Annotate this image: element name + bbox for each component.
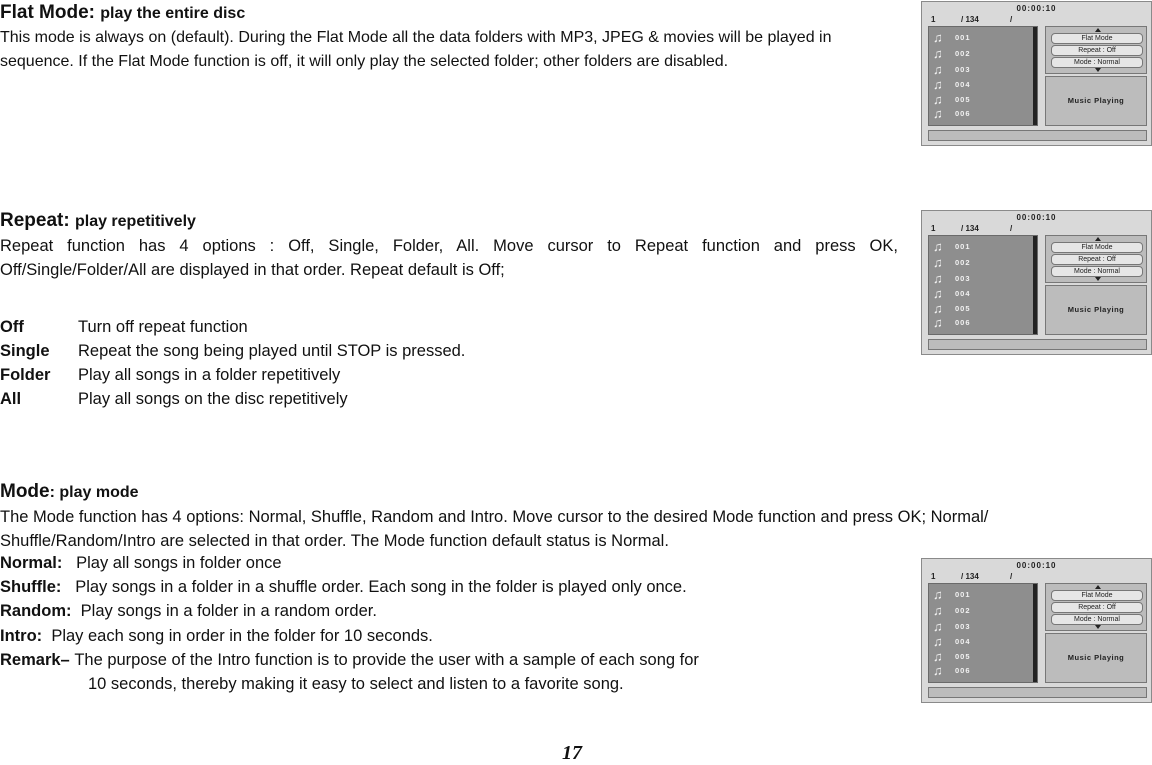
mode-remark-line-2: 10 seconds, thereby making it easy to select and listen to a favorite song. xyxy=(88,675,624,693)
music-note-icon: ♫ xyxy=(933,634,943,649)
arrow-up-icon[interactable] xyxy=(1095,28,1101,32)
track-list xyxy=(928,583,1038,683)
mode-option[interactable]: Mode : Normal xyxy=(1051,266,1143,277)
music-note-icon: ♫ xyxy=(933,77,943,92)
mode-title: Mode xyxy=(0,481,50,502)
list-item[interactable] xyxy=(931,619,1031,634)
list-item[interactable] xyxy=(931,649,1031,664)
options-panel xyxy=(1045,583,1147,631)
mode-line-1: The Mode function has 4 options: Normal, Shuffle, Random and Intro. Move cursor to the desired Mode function and press OK; Normal/ xyxy=(0,508,989,526)
flat-mode-description xyxy=(0,26,900,74)
repeat-option-desc: Turn off repeat function xyxy=(78,318,248,336)
music-note-icon: ♫ xyxy=(933,255,943,270)
list-item[interactable] xyxy=(931,255,1031,270)
track-count-separator: / xyxy=(1010,15,1013,24)
list-item[interactable] xyxy=(931,603,1031,618)
arrow-up-icon[interactable] xyxy=(1095,237,1101,241)
mode-line-2: Shuffle/Random/Intro are selected in that order. The Mode function default status is Normal. xyxy=(0,532,669,550)
list-item[interactable] xyxy=(931,239,1031,254)
flat-mode-subtitle: play the entire disc xyxy=(100,5,246,22)
track-number: 006 xyxy=(955,666,971,675)
list-item[interactable] xyxy=(931,587,1031,602)
list-item[interactable] xyxy=(931,663,1031,678)
options-panel xyxy=(1045,235,1147,283)
flat-mode-line-2: sequence. If the Flat Mode function is off, it will only play the selected folder; other folders are disabled. xyxy=(0,53,729,70)
repeat-line-2: Off/Single/Folder/All are displayed in that order. Repeat default is Off; xyxy=(0,261,505,279)
flat-mode-option[interactable]: Flat Mode xyxy=(1051,242,1143,253)
arrow-down-icon[interactable] xyxy=(1095,625,1101,629)
repeat-heading xyxy=(0,210,196,232)
flat-mode-title: Flat Mode: xyxy=(0,2,95,23)
track-number: 001 xyxy=(955,242,971,251)
mode-item-intro xyxy=(0,627,433,646)
music-note-icon: ♫ xyxy=(933,271,943,286)
mode-heading xyxy=(0,481,139,503)
music-note-icon: ♫ xyxy=(933,663,943,678)
elapsed-time: 00:00:10 xyxy=(1016,213,1057,222)
track-number: 006 xyxy=(955,109,971,118)
flat-mode-option[interactable]: Flat Mode xyxy=(1051,590,1143,601)
music-note-icon: ♫ xyxy=(933,239,943,254)
list-item[interactable] xyxy=(931,92,1031,107)
playback-status: Music Playing xyxy=(1045,633,1147,683)
music-note-icon: ♫ xyxy=(933,62,943,77)
list-item[interactable] xyxy=(931,106,1031,121)
track-number: 002 xyxy=(955,606,971,615)
list-item[interactable] xyxy=(931,62,1031,77)
track-number: 005 xyxy=(955,95,971,104)
music-note-icon: ♫ xyxy=(933,603,943,618)
track-list xyxy=(928,235,1038,335)
progress-bar xyxy=(928,339,1147,350)
screen-mockup-mode xyxy=(921,558,1152,703)
music-note-icon: ♫ xyxy=(933,649,943,664)
list-item[interactable] xyxy=(931,271,1031,286)
mode-item-desc: Play each song in order in the folder for 10 seconds. xyxy=(51,627,433,645)
mode-remark xyxy=(0,651,699,670)
track-count-separator: / xyxy=(1010,224,1013,233)
list-item[interactable] xyxy=(931,77,1031,92)
track-list xyxy=(928,26,1038,126)
track-number: 003 xyxy=(955,622,971,631)
music-note-icon: ♫ xyxy=(933,619,943,634)
track-count-current: 1 xyxy=(931,15,936,24)
repeat-title: Repeat: xyxy=(0,210,70,231)
music-note-icon: ♫ xyxy=(933,315,943,330)
track-number: 006 xyxy=(955,318,971,327)
track-number: 003 xyxy=(955,65,971,74)
mode-description xyxy=(0,505,1150,553)
music-note-icon: ♫ xyxy=(933,286,943,301)
track-count-current: 1 xyxy=(931,224,936,233)
arrow-down-icon[interactable] xyxy=(1095,68,1101,72)
progress-bar xyxy=(928,130,1147,141)
mode-item-term: Normal: xyxy=(0,554,63,572)
track-count-total: / 134 xyxy=(961,572,979,581)
mode-item-desc: Play songs in a folder in a random order. xyxy=(80,602,377,620)
music-note-icon: ♫ xyxy=(933,106,943,121)
mode-item-desc: Play songs in a folder in a shuffle order. Each song in the folder is played only once. xyxy=(75,578,687,596)
track-count-current: 1 xyxy=(931,572,936,581)
page-number: 17 xyxy=(562,742,582,764)
list-scrollbar[interactable] xyxy=(1033,584,1037,682)
track-number: 004 xyxy=(955,80,971,89)
arrow-up-icon[interactable] xyxy=(1095,585,1101,589)
mode-remark-line-1: The purpose of the Intro function is to provide the user with a sample of each song for xyxy=(74,651,699,669)
repeat-option-folder xyxy=(0,366,340,385)
track-count-total: / 134 xyxy=(961,224,979,233)
repeat-option[interactable]: Repeat : Off xyxy=(1051,254,1143,265)
repeat-option-term: All xyxy=(0,390,22,408)
list-item[interactable] xyxy=(931,30,1031,45)
repeat-option-desc: Play all songs in a folder repetitively xyxy=(78,366,341,384)
mode-item-random xyxy=(0,602,377,621)
list-item[interactable] xyxy=(931,286,1031,301)
track-number: 004 xyxy=(955,637,971,646)
screen-mockup-flat-mode xyxy=(921,1,1152,146)
mode-remark-term: Remark– xyxy=(0,651,70,669)
flat-mode-heading xyxy=(0,2,245,24)
track-number: 001 xyxy=(955,33,971,42)
track-count-total: / 134 xyxy=(961,15,979,24)
screen-mockup-repeat xyxy=(921,210,1152,355)
list-item[interactable] xyxy=(931,46,1031,61)
progress-bar xyxy=(928,687,1147,698)
arrow-down-icon[interactable] xyxy=(1095,277,1101,281)
flat-mode-line-1: This mode is always on (default). During the Flat Mode all the data folders with MP3, JPEG & movies will be played in xyxy=(0,29,832,46)
list-scrollbar[interactable] xyxy=(1033,236,1037,334)
music-note-icon: ♫ xyxy=(933,46,943,61)
track-count-separator: / xyxy=(1010,572,1013,581)
list-scrollbar[interactable] xyxy=(1033,27,1037,125)
music-note-icon: ♫ xyxy=(933,92,943,107)
mode-item-desc: Play all songs in folder once xyxy=(76,554,282,572)
repeat-line-1: Repeat function has 4 options : Off, Single, Folder, All. Move cursor to Repeat function and press OK, xyxy=(0,237,898,255)
repeat-subtitle: play repetitively xyxy=(74,213,196,230)
list-item[interactable] xyxy=(931,634,1031,649)
track-number: 002 xyxy=(955,49,971,58)
music-note-icon: ♫ xyxy=(933,30,943,45)
repeat-option-desc: Repeat the song being played until STOP is pressed. xyxy=(78,342,466,360)
mode-item-term: Shuffle: xyxy=(0,578,62,596)
options-panel xyxy=(1045,26,1147,74)
repeat-option[interactable]: Repeat : Off xyxy=(1051,45,1143,56)
mode-item-term: Intro: xyxy=(0,627,43,645)
track-number: 001 xyxy=(955,590,971,599)
repeat-option[interactable]: Repeat : Off xyxy=(1051,602,1143,613)
flat-mode-option[interactable]: Flat Mode xyxy=(1051,33,1143,44)
track-number: 003 xyxy=(955,274,971,283)
repeat-option-all xyxy=(0,390,348,409)
repeat-option-desc: Play all songs on the disc repetitively xyxy=(78,390,348,408)
elapsed-time: 00:00:10 xyxy=(1016,4,1057,13)
mode-item-term: Random: xyxy=(0,602,72,620)
mode-item-shuffle xyxy=(0,578,687,597)
playback-status: Music Playing xyxy=(1045,76,1147,126)
repeat-description xyxy=(0,234,898,282)
mode-option[interactable]: Mode : Normal xyxy=(1051,614,1143,625)
mode-option[interactable]: Mode : Normal xyxy=(1051,57,1143,68)
music-note-icon: ♫ xyxy=(933,301,943,316)
mode-subtitle: : play mode xyxy=(49,484,139,501)
list-item[interactable] xyxy=(931,301,1031,316)
repeat-option-single xyxy=(0,342,465,361)
repeat-option-off xyxy=(0,318,248,337)
repeat-option-term: Off xyxy=(0,318,24,336)
track-number: 005 xyxy=(955,304,971,313)
mode-item-normal xyxy=(0,554,282,573)
repeat-option-term: Folder xyxy=(0,366,51,384)
track-number: 004 xyxy=(955,289,971,298)
track-number: 002 xyxy=(955,258,971,267)
elapsed-time: 00:00:10 xyxy=(1016,561,1057,570)
playback-status: Music Playing xyxy=(1045,285,1147,335)
track-number: 005 xyxy=(955,652,971,661)
repeat-option-term: Single xyxy=(0,342,50,360)
music-note-icon: ♫ xyxy=(933,587,943,602)
list-item[interactable] xyxy=(931,315,1031,330)
